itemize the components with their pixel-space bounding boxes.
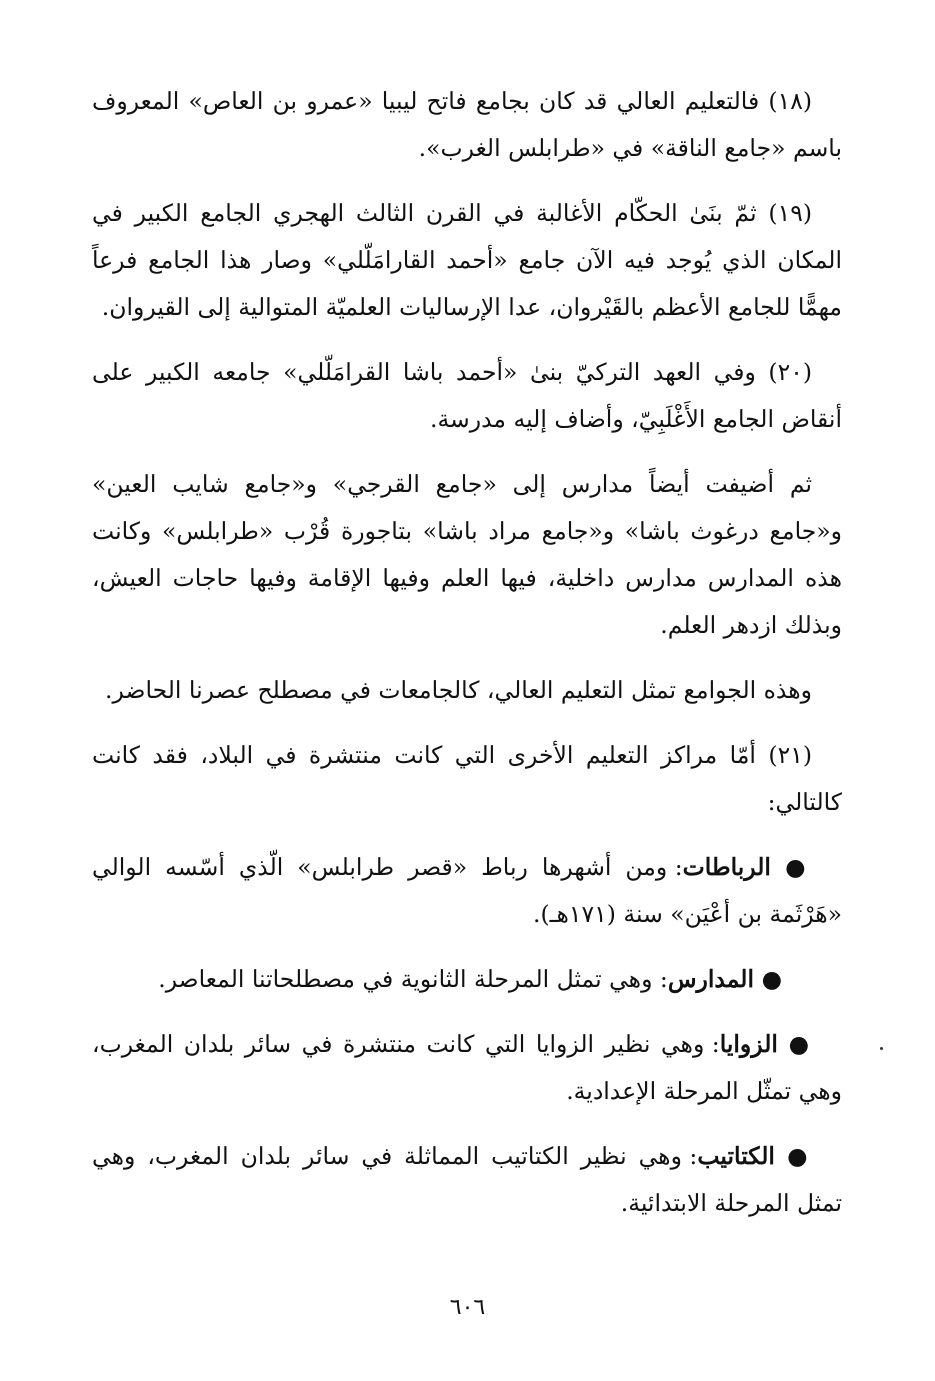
paragraph-higher-education: وهذه الجوامع تمثل التعليم العالي، كالجامعات في مصطلح عصرنا الحاضر. [105,676,812,704]
bullet-zawiyas [92,1021,842,1115]
paragraph-schools-added: ثم أضيفت أيضاً مدارس إلى «جامع القرجي» و«جامع شايب العين» و«جامع درغوث باشا» و«جامع مراد باشا» بتاجورة قُرْب «طرابلس» وكانت هذه المدارس مدارس داخلية، فيها العلم وفيها الإقامة وفيها حاجات العيش، وبذلك ازدهر العلم. [92,470,842,639]
page-body [92,78,842,1227]
paragraph-20: (٢٠) وفي العهد التركيّ بنىٰ «أحمد باشا القرامَلّلي» جامعه الكبير على أنقاض الجامع الأَغْلَبِيّ، وأضاف إليه مدرسة. [92,358,842,433]
bullet-dot-icon: ● [784,853,812,881]
bullet-term: الزوايا [719,1030,778,1058]
bullet-term: الكتاتيب [697,1142,775,1170]
bullet-term: الرباطات [682,853,771,881]
scan-speck [880,1047,883,1050]
paragraph-21: (٢١) أمّا مراكز التعليم الأخرى التي كانت منتشرة في البلاد، فقد كانت كالتالي: [92,741,842,816]
bullet-text: : وهي تمثل المرحلة الثانوية في مصطلحاتنا المعاصر. [158,965,668,993]
paragraph-18: (١٨) فالتعليم العالي قد كان بجامع فاتح ليبيا «عمرو بن العاص» المعروف باسم «جامع الناقة» في «طرابلس الغرب». [92,87,842,162]
bullet-text: : ومن أشهرها رباط «قصر طرابلس» الّذي أسّسه الوالي «هَرْثَمة بن أعْيَن» سنة (١٧١هـ). [92,853,842,928]
bullet-dot-icon: ● [788,1030,812,1058]
bullet-ribats [92,844,842,938]
bullet-text: : وهي نظير الزوايا التي كانت منتشرة في سائر بلدان المغرب، وهي تمثّل المرحلة الإعدادية. [92,1030,842,1105]
bullet-kuttabs [92,1133,842,1227]
bullet-dot-icon: ● [786,1142,812,1170]
page-number: ٦٠٦ [449,1295,486,1320]
paragraph-19: (١٩) ثمّ بنَىٰ الحكّام الأغالبة في القرن الثالث الهجري الجامع الكبير في المكان الذي يُوجد فيه الآن جامع «أحمد القارامَلّلي» وصار هذا الجامع فرعاً مهمًّا للجامع الأعظم بالقَيْروان، عدا الإرساليات العلميّة المتوالية إلى القيروان. [92,199,842,321]
bullet-term: المدارس [667,965,754,993]
bullet-text: : وهي نظير الكتاتيب المماثلة في سائر بلدان المغرب، وهي تمثل المرحلة الابتدائية. [92,1142,842,1217]
bullet-schools [92,956,842,1003]
bullet-dot-icon: ● [761,965,782,993]
